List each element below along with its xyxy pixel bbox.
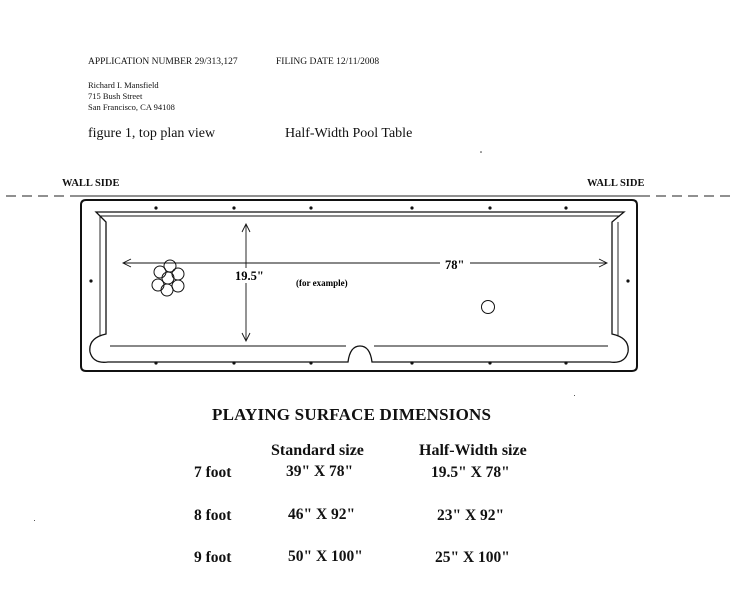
ball — [172, 280, 184, 292]
diamond-sight — [488, 206, 491, 209]
diamond-sight — [410, 206, 413, 209]
filing-date: FILING DATE 12/11/2008 — [276, 57, 380, 67]
cue-ball — [482, 301, 495, 314]
row-size-8ft: 8 foot — [194, 507, 232, 524]
street-address: 715 Bush Street — [88, 91, 143, 101]
example-label: (for example) — [296, 278, 348, 288]
cell-half-9ft: 25" X 100" — [435, 549, 510, 566]
width-label: 19.5" — [235, 269, 264, 283]
application-number: APPLICATION NUMBER 29/313,127 — [88, 57, 238, 67]
cell-half-8ft: 23" X 92" — [437, 507, 505, 524]
diamond-sight — [154, 361, 157, 364]
length-label: 78" — [445, 258, 465, 272]
row-size-7ft: 7 foot — [194, 464, 232, 481]
ball — [152, 279, 164, 291]
diamond-sight — [154, 206, 157, 209]
wall-side-left: WALL SIDE — [62, 178, 120, 189]
diamond-sight — [410, 361, 413, 364]
column-standard-size: Standard size — [271, 442, 364, 459]
diamond-sight — [564, 206, 567, 209]
city-address: San Francisco, CA 94108 — [88, 102, 175, 112]
ball — [154, 266, 166, 278]
racked-balls — [152, 260, 184, 296]
row-size-9ft: 9 foot — [194, 549, 232, 566]
cell-half-7ft: 19.5" X 78" — [431, 464, 510, 481]
diamond-sight — [232, 361, 235, 364]
diamond-sight — [89, 279, 92, 282]
figure-caption: figure 1, top plan view — [88, 126, 216, 141]
diamond-sight — [232, 206, 235, 209]
diamond-sight — [564, 361, 567, 364]
cell-standard-7ft: 39" X 78" — [286, 463, 354, 480]
playing-surface-outline — [90, 212, 628, 362]
cell-standard-9ft: 50" X 100" — [288, 548, 363, 565]
column-half-width-size: Half-Width size — [419, 442, 527, 459]
cell-standard-8ft: 46" X 92" — [288, 506, 356, 523]
inventor-name: Richard I. Mansfield — [88, 80, 159, 90]
wall-side-right: WALL SIDE — [587, 178, 645, 189]
ball — [161, 284, 173, 296]
stray-dot — [480, 151, 482, 153]
diamond-sight — [309, 206, 312, 209]
stray-speck — [574, 395, 575, 396]
diamond-sight — [309, 361, 312, 364]
diamond-sight — [626, 279, 629, 282]
figure-title: Half-Width Pool Table — [285, 126, 413, 141]
stray-speck — [34, 520, 35, 521]
diamond-sight — [488, 361, 491, 364]
dimensions-heading: PLAYING SURFACE DIMENSIONS — [212, 405, 492, 424]
